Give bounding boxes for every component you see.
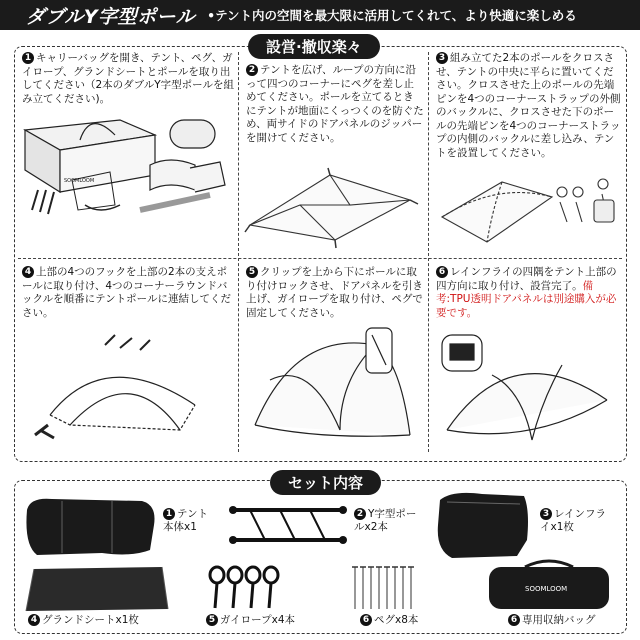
item-number: 4	[28, 614, 40, 626]
ground-sheet-image	[22, 565, 172, 613]
y-poles-image	[225, 498, 350, 553]
step-note: 備考:TPU透明ドアパネルは別途購入が必要です。	[436, 279, 617, 319]
item-label: テント本体x1	[163, 508, 208, 533]
step-4-illustration	[20, 330, 235, 455]
contents-title: セット内容	[270, 470, 381, 495]
step-number: 1	[22, 52, 34, 64]
step-text: 組み立てた2本のポールをクロスさせ、テントの中央に平らに置いてください。クロスさせた上のポールの先端ピンを4つのコーナーストラップの外側のバックルに、クロスさせた下のポールの先端ピンを4つのコーナーストラップの内側のバックルに差し込み、テントを設置してください。	[436, 52, 621, 159]
item-number: 2	[354, 508, 366, 520]
step-number: 4	[22, 266, 34, 278]
step-text: レインフライの四隅をテント上部の四方向に取り付け、設営完了。	[436, 266, 617, 292]
rainfly-image	[432, 490, 532, 560]
content-item-2	[354, 508, 424, 534]
step-text: クリップを上から下にポールに取り付けロックさせ、ドアパネルを引き上げ、ガイロープを取り付け、ペグで固定してください。	[246, 266, 423, 319]
header-title: ダブルY字型ポール	[26, 5, 196, 28]
guy-ropes-image	[205, 563, 285, 613]
setup-step-4	[22, 266, 234, 320]
item-number: 5	[206, 614, 218, 626]
step-number: 3	[436, 52, 448, 64]
content-item-5	[206, 614, 316, 627]
setup-title: 設営·撤収楽々	[248, 34, 380, 59]
step-6-illustration	[432, 330, 622, 455]
header-banner	[0, 0, 640, 30]
step-number: 6	[436, 266, 448, 278]
divider	[238, 52, 239, 452]
step-3-illustration	[432, 172, 622, 254]
divider	[18, 258, 622, 259]
setup-step-3	[436, 52, 622, 160]
step-number: 2	[246, 64, 258, 76]
step-text: 上部の4つのフックを上部の2本の支えポールに取り付け、4つのコーナーラウンドバックルを順番にテントポールに連結してください。	[22, 266, 231, 319]
content-item-6	[360, 614, 440, 627]
item-label: グランドシートx1枚	[42, 614, 139, 626]
step-5-illustration	[240, 320, 425, 455]
setup-step-1	[22, 52, 234, 106]
brand-logo: SOOMLOOM	[64, 178, 95, 184]
item-label: レインフライx1枚	[540, 508, 606, 533]
content-item-3	[540, 508, 610, 534]
item-number: 6	[508, 614, 520, 626]
item-number: 1	[163, 508, 175, 520]
step-text: テントを広げ、ループの方向に沿って四つのコーナーにペグを差し止めてください。ポールを立てるときにテントが地面にくっつくのを防ぐため、両サイドのドアパネルのジッパーを開けてください。	[246, 64, 424, 144]
item-label: ペグx8本	[374, 614, 419, 626]
content-item-4	[28, 614, 168, 627]
header-subtitle: •テント内の空間を最大限に活用してくれて、より快適に楽しめる	[207, 8, 577, 23]
step-number: 5	[246, 266, 258, 278]
item-label: ガイロープx4本	[220, 614, 296, 626]
step-2-illustration	[240, 160, 425, 255]
content-item-7	[508, 614, 628, 627]
tent-body-image	[22, 495, 162, 560]
item-number: 6	[360, 614, 372, 626]
item-number: 3	[540, 508, 552, 520]
item-label: 専用収納バッグ	[522, 614, 596, 626]
setup-step-5	[246, 266, 424, 320]
item-label: Y字型ポールx2本	[354, 508, 417, 533]
setup-step-2	[246, 64, 424, 145]
step-text: キャリーバッグを開き、テント、ペグ、ガイロープ、グランドシートとポールを取り出してください（2本のダブルY字型ポールを組み立てください)。	[22, 52, 234, 105]
setup-step-6	[436, 266, 622, 320]
brand-logo: SOOMLOOM	[525, 585, 568, 593]
pegs-image	[350, 563, 425, 613]
divider	[428, 52, 429, 452]
step-1-illustration	[20, 110, 235, 250]
content-item-1	[163, 508, 218, 534]
storage-bag-image	[485, 555, 615, 613]
